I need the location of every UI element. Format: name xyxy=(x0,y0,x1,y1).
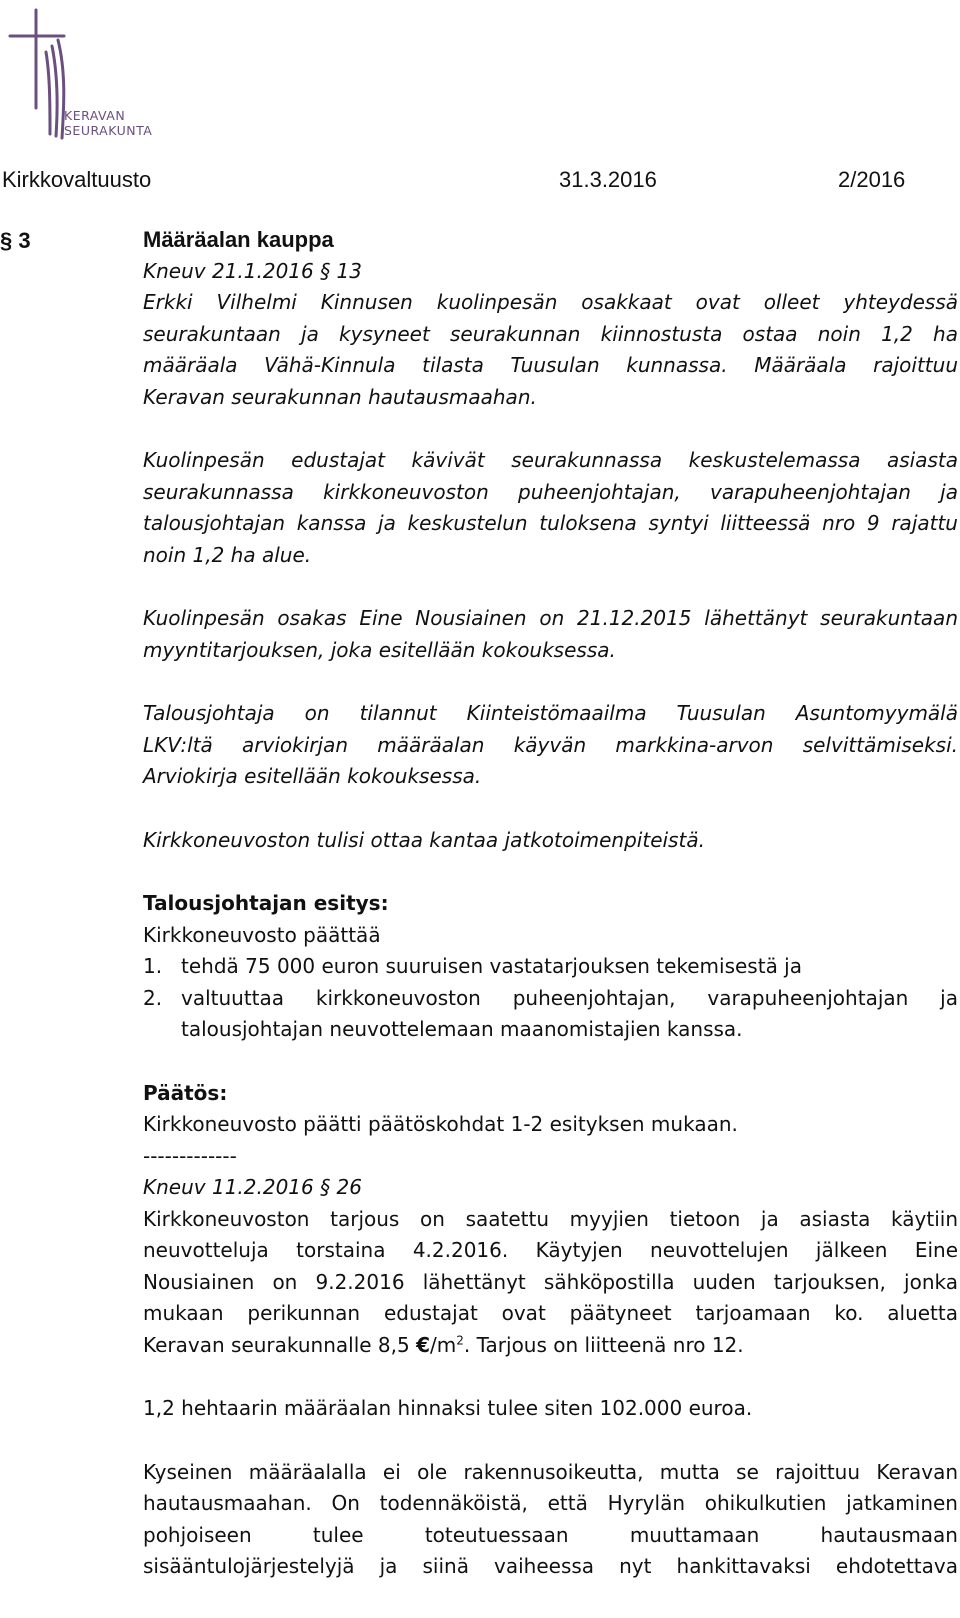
text-line: pohjoiseen tulee toteutuessaan muuttamaan hautausmaan xyxy=(143,1522,958,1547)
text-line: talousjohtajan kanssa ja keskustelun tuloksena syntyi liitteessä nro 9 rajattu xyxy=(143,511,958,535)
text-line: mukaan perikunnan edustajat ovat päätyneet tarjoamaan ko. aluetta xyxy=(143,1301,958,1325)
reference-2: Kneuv 11.2.2016 § 26 xyxy=(143,1175,362,1199)
text-line: Arviokirja esitellään kokouksessa. xyxy=(143,764,482,788)
price-unit: /m xyxy=(430,1332,457,1357)
section-number: § 3 xyxy=(0,228,31,253)
document-header xyxy=(0,167,960,197)
text-line: Keravan seurakunnan hautausmaahan. xyxy=(143,384,537,409)
price-text-before: Keravan seurakunnalle 8,5 xyxy=(143,1332,417,1357)
text-line: Kyseinen määräalalla ei ole rakennusoikeutta, mutta se rajoittuu Keravan xyxy=(143,1459,958,1484)
text-line: LKV:ltä arviokirjan määräalan käyvän markkina-arvon selvittämiseksi. xyxy=(143,732,958,757)
section-title: Määräalan kauppa xyxy=(143,227,334,252)
text-line: hautausmaahan. On todennäköistä, että Hyrylän ohikulkutien jatkaminen xyxy=(143,1491,958,1515)
paragraph-2 xyxy=(143,445,958,571)
header-date: 31.3.2016 xyxy=(559,167,657,192)
text-line: neuvotteluja torstaina 4.2.2016. Käytyjen neuvottelujen jälkeen Eine xyxy=(143,1238,958,1262)
church-logo xyxy=(6,6,153,146)
list-text: tehdä 75 000 euron suuruisen vastatarjouksen tekemisestä ja xyxy=(181,954,802,978)
proposal-heading: Talousjohtajan esitys: xyxy=(143,891,389,915)
separator: ------------- xyxy=(143,1143,237,1168)
text-line: Kuolinpesän osakas Eine Nousiainen on 21.12.2015 lähettänyt seurakuntaan xyxy=(143,606,958,630)
unit-exponent: 2 xyxy=(456,1332,464,1347)
text-line: valtuuttaa kirkkoneuvoston puheenjohtajan, varapuheenjohtajan ja xyxy=(181,985,958,1010)
paragraph-6 xyxy=(143,1204,958,1362)
header-body: Kirkkovaltuusto xyxy=(2,167,152,192)
text-line: talousjohtajan neuvottelemaan maanomistajien kanssa. xyxy=(181,1017,743,1041)
text-line: seurakuntaan ja kysyneet seurakunnan kiinnostusta ostaa noin 1,2 ha xyxy=(143,321,958,346)
text-line: Kuolinpesän edustajat kävivät seurakunnassa keskustelemassa asiasta xyxy=(143,448,958,472)
paragraph-7: 1,2 hehtaarin määräalan hinnaksi tulee siten 102.000 euroa. xyxy=(143,1396,753,1420)
list-number: 1. xyxy=(143,954,163,978)
price-text-after: . Tarjous on liitteenä nro 12. xyxy=(463,1332,744,1357)
list-text xyxy=(181,983,958,1046)
text-line: noin 1,2 ha alue. xyxy=(143,542,312,567)
logo-text-line2: SEURAKUNTA xyxy=(64,123,153,138)
text-line: Kirkkoneuvoston tarjous on saatettu myyjien tietoon ja asiasta käytiin xyxy=(143,1206,958,1231)
decision-text: Kirkkoneuvosto päätti päätöskohdat 1-2 esityksen mukaan. xyxy=(143,1112,738,1136)
paragraph-5: Kirkkoneuvoston tulisi ottaa kantaa jatkotoimenpiteistä. xyxy=(143,827,705,852)
proposal-intro: Kirkkoneuvosto päättää xyxy=(143,922,381,947)
paragraph-3 xyxy=(143,603,958,666)
euro-symbol: € xyxy=(416,1332,431,1357)
text-line: seurakunnassa kirkkoneuvoston puheenjohtajan, varapuheenjohtajan ja xyxy=(143,479,958,504)
reference-1: Kneuv 21.1.2016 § 13 xyxy=(143,258,362,283)
text-line: sisääntulojärjestelyjä ja siinä vaiheessa nyt hankittavaksi ehdotettava xyxy=(143,1554,958,1578)
text-line xyxy=(143,1330,958,1362)
paragraph-8 xyxy=(143,1457,958,1583)
paragraph-1 xyxy=(143,287,958,413)
logo-text-line1: KERAVAN xyxy=(64,108,126,123)
list-number: 2. xyxy=(143,985,163,1010)
document-body xyxy=(143,224,958,1583)
header-number: 2/2016 xyxy=(838,167,906,192)
text-line: määräala Vähä-Kinnula tilasta Tuusulan kunnassa. Määräala rajoittuu xyxy=(143,353,958,377)
text-line: Erkki Vilhelmi Kinnusen kuolinpesän osakkaat ovat olleet yhteydessä xyxy=(143,290,958,314)
text-line: Nousiainen on 9.2.2016 lähettänyt sähköpostilla uuden tarjouksen, jonka xyxy=(143,1269,958,1294)
decision-heading: Päätös: xyxy=(143,1080,228,1105)
text-line: Talousjohtaja on tilannut Kiinteistömaailma Tuusulan Asuntomyymälä xyxy=(143,701,958,725)
list-item xyxy=(143,983,958,1046)
text-line: myyntitarjouksen, joka esitellään kokouksessa. xyxy=(143,637,616,662)
paragraph-4 xyxy=(143,698,958,793)
list-item xyxy=(143,951,958,983)
